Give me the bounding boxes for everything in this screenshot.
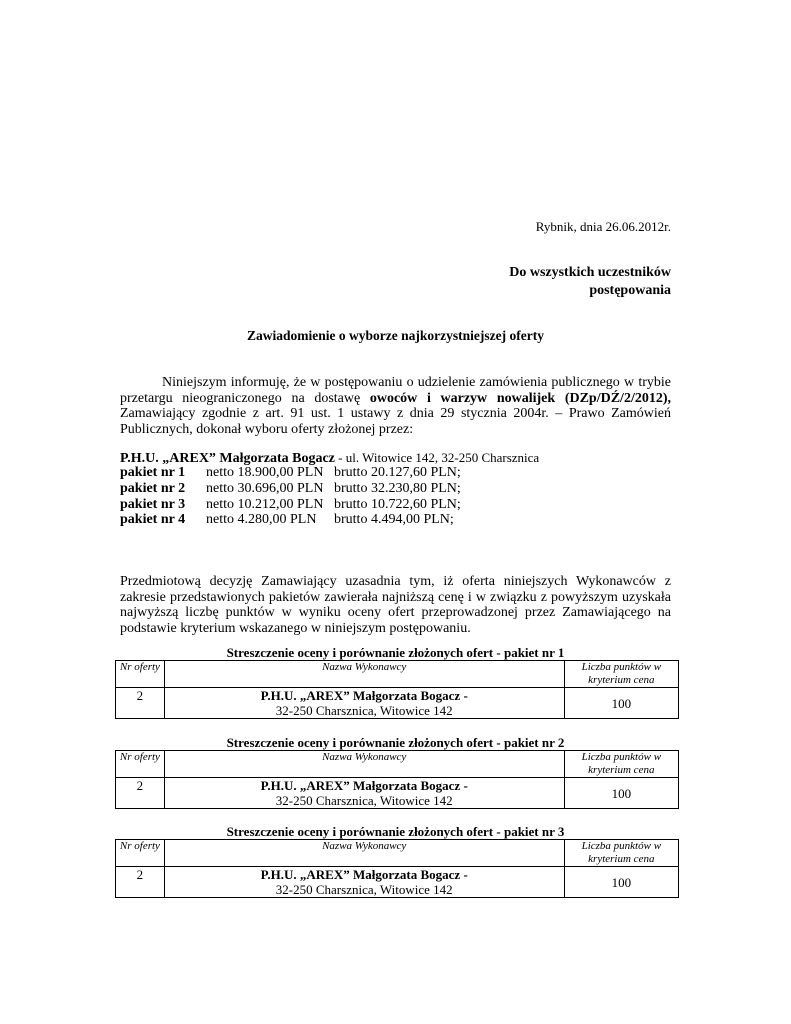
- header-offer-no: Nr oferty: [116, 751, 165, 778]
- header-contractor: Nazwa Wykonawcy: [164, 840, 564, 867]
- date-line: Rybnik, dnia 26.06.2012r.: [535, 219, 671, 234]
- contractor-name: P.H.U. „AREX” Małgorzata Bogacz -: [260, 778, 468, 793]
- table-row: [116, 867, 679, 898]
- package-label: pakiet nr 4: [120, 512, 186, 527]
- package-gross: brutto 10.722,60 PLN;: [334, 497, 461, 512]
- contractor-address: 32-250 Charsznica, Witowice 142: [275, 882, 453, 897]
- header-points-line-1: Liczba punktów w: [581, 661, 662, 673]
- header-contractor: Nazwa Wykonawcy: [164, 751, 564, 778]
- summary-table: [115, 750, 679, 809]
- table-caption: Streszczenie oceny i porównanie złożonych ofert - pakiet nr 1: [226, 645, 565, 660]
- cell-contractor: [164, 867, 564, 898]
- package-net: netto 4.280,00 PLN: [206, 512, 317, 527]
- header-points-line-1: Liczba punktów w: [581, 751, 662, 763]
- package-label: pakiet nr 3: [120, 497, 186, 512]
- table-header-row: [116, 840, 679, 867]
- package-net: netto 10.212,00 PLN: [206, 497, 324, 512]
- header-points: [564, 840, 678, 867]
- summary-table: [115, 660, 679, 719]
- justification-paragraph: Przedmiotową decyzję Zamawiający uzasadnia tym, iż oferta niniejszych Wykonawców z zakresie przedstawionych pakietów zawierała najniższą cenę i w związku z powyższym uzyskała najwyższą liczbę punktów w wyniku oceny ofert przeprowadzonej przez Zamawiającego na podstawie kryterium wskazanego w niniejszym postępowaniu.: [120, 574, 671, 636]
- cell-contractor: [164, 778, 564, 809]
- package-net: netto 18.900,00 PLN: [206, 465, 324, 480]
- table-header-row: [116, 661, 679, 688]
- table-row: [116, 688, 679, 719]
- header-points-line-2: kryterium cena: [588, 674, 655, 686]
- contractor-name: P.H.U. „AREX” Małgorzata Bogacz -: [260, 867, 468, 882]
- header-contractor: Nazwa Wykonawcy: [164, 661, 564, 688]
- header-offer-no: Nr oferty: [116, 661, 165, 688]
- header-points: [564, 751, 678, 778]
- header-points-line-2: kryterium cena: [588, 764, 655, 776]
- header-offer-no: Nr oferty: [116, 840, 165, 867]
- addressee-line-2: postępowania: [589, 283, 671, 298]
- contractor-address: 32-250 Charsznica, Witowice 142: [275, 703, 453, 718]
- header-points: [564, 661, 678, 688]
- intro-subject-bold: owoców i warzyw nowalijek (DZp/DŹ/2/2012),: [369, 390, 671, 406]
- winner-address: - ul. Witowice 142, 32-250 Charsznica: [334, 450, 540, 465]
- cell-points: 100: [564, 688, 678, 719]
- table-row: [116, 778, 679, 809]
- cell-points: 100: [564, 867, 678, 898]
- intro-paragraph: [120, 375, 671, 437]
- document-title: Zawiadomienie o wyborze najkorzystniejszej oferty: [247, 328, 544, 343]
- table-caption: Streszczenie oceny i porównanie złożonych ofert - pakiet nr 3: [226, 824, 565, 839]
- cell-offer-no: 2: [116, 778, 165, 809]
- contractor-name: P.H.U. „AREX” Małgorzata Bogacz -: [260, 688, 468, 703]
- package-net: netto 30.696,00 PLN: [206, 481, 324, 496]
- package-gross: brutto 32.230,80 PLN;: [334, 481, 461, 496]
- package-gross: brutto 20.127,60 PLN;: [334, 465, 461, 480]
- summary-table: [115, 839, 679, 898]
- table-caption: Streszczenie oceny i porównanie złożonych ofert - pakiet nr 2: [226, 735, 565, 750]
- table-header-row: [116, 751, 679, 778]
- intro-text-end: Zamawiający zgodnie z art. 91 ust. 1 ustawy z dnia 29 stycznia 2004r. – Prawo Zamówień Publicznych, dokonał wyboru oferty złożonej przez:: [120, 406, 671, 437]
- header-points-line-1: Liczba punktów w: [581, 840, 662, 852]
- package-gross: brutto 4.494,00 PLN;: [334, 512, 454, 527]
- cell-points: 100: [564, 778, 678, 809]
- package-label: pakiet nr 2: [120, 481, 186, 496]
- cell-offer-no: 2: [116, 688, 165, 719]
- addressee: [420, 264, 671, 300]
- intro-text-start: Niniejszym informuję, że w postępowaniu o udzielenie zamówienia publicznego w trybie przetargu nieograniczonego na dostawę: [120, 375, 671, 406]
- winner-name: P.H.U. „AREX” Małgorzata Bogacz: [120, 451, 335, 466]
- cell-contractor: [164, 688, 564, 719]
- cell-offer-no: 2: [116, 867, 165, 898]
- addressee-line-1: Do wszystkich uczestników: [509, 265, 671, 280]
- header-points-line-2: kryterium cena: [588, 853, 655, 865]
- package-label: pakiet nr 1: [120, 465, 186, 480]
- contractor-address: 32-250 Charsznica, Witowice 142: [275, 793, 453, 808]
